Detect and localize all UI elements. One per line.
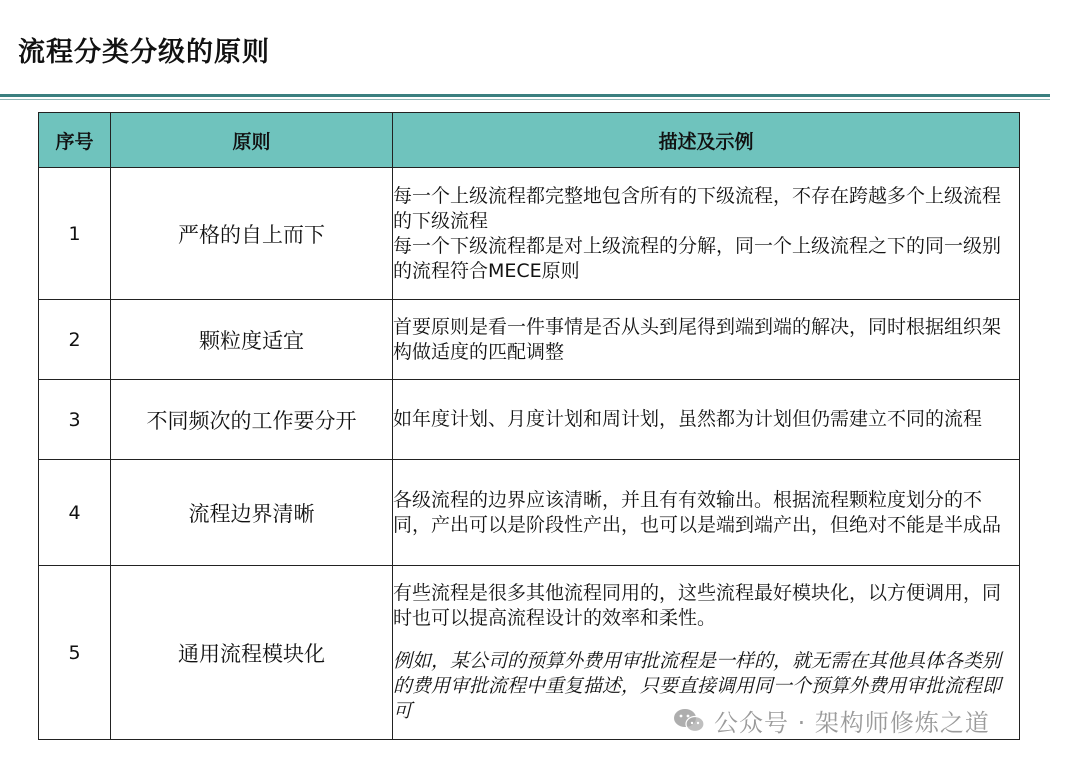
desc-line: 如年度计划、月度计划和周计划，虽然都为计划但仍需建立不同的流程 bbox=[393, 408, 983, 430]
row-description bbox=[393, 168, 1020, 300]
desc-example: 例如，某公司的预算外费用审批流程是一样的，就无需在其他具体各类别的费用审批流程中重复描述，只要直接调用同一个预算外费用审批流程即可 bbox=[393, 650, 1002, 722]
row-principle: 流程边界清晰 bbox=[111, 460, 393, 566]
table-header-row bbox=[39, 113, 1020, 168]
row-principle: 不同频次的工作要分开 bbox=[111, 380, 393, 460]
row-description bbox=[393, 300, 1020, 380]
table-row bbox=[39, 380, 1020, 460]
row-description bbox=[393, 380, 1020, 460]
row-num: 3 bbox=[39, 380, 111, 460]
watermark-text: 公众号 · 架构师修炼之道 bbox=[714, 709, 990, 737]
desc-line: 每一个下级流程都是对上级流程的分解，同一个上级流程之下的同一级别的流程符合MECE原则 bbox=[393, 234, 1002, 282]
row-num: 5 bbox=[39, 566, 111, 740]
row-num: 2 bbox=[39, 300, 111, 380]
desc-line: 首要原则是看一件事情是否从头到尾得到端到端的解决，同时根据组织架构做适度的匹配调整 bbox=[393, 315, 1002, 363]
header-principle: 原则 bbox=[111, 113, 393, 168]
watermark bbox=[672, 703, 990, 738]
row-num: 1 bbox=[39, 168, 111, 300]
row-principle: 颗粒度适宜 bbox=[111, 300, 393, 380]
desc-line: 每一个上级流程都完整地包含所有的下级流程，不存在跨越多个上级流程的下级流程 bbox=[393, 184, 1002, 232]
row-description bbox=[393, 460, 1020, 566]
table-row bbox=[39, 300, 1020, 380]
desc-line: 各级流程的边界应该清晰，并且有有效输出。根据流程颗粒度划分的不同，产出可以是阶段性产出，也可以是端到端产出，但绝对不能是半成品 bbox=[393, 488, 1002, 536]
title-divider bbox=[0, 94, 1050, 97]
title-divider-thin bbox=[0, 99, 1050, 100]
row-principle: 严格的自上而下 bbox=[111, 168, 393, 300]
wechat-icon bbox=[672, 707, 706, 735]
principles-table bbox=[38, 112, 1020, 740]
desc-line: 有些流程是很多其他流程同用的，这些流程最好模块化，以方便调用，同时也可以提高流程设计的效率和柔性。 bbox=[393, 582, 1002, 629]
row-num: 4 bbox=[39, 460, 111, 566]
row-principle: 通用流程模块化 bbox=[111, 566, 393, 740]
page-title: 流程分类分级的原则 bbox=[18, 37, 270, 68]
table-row bbox=[39, 460, 1020, 566]
header-description: 描述及示例 bbox=[393, 113, 1020, 168]
header-num: 序号 bbox=[39, 113, 111, 168]
table-row bbox=[39, 168, 1020, 300]
